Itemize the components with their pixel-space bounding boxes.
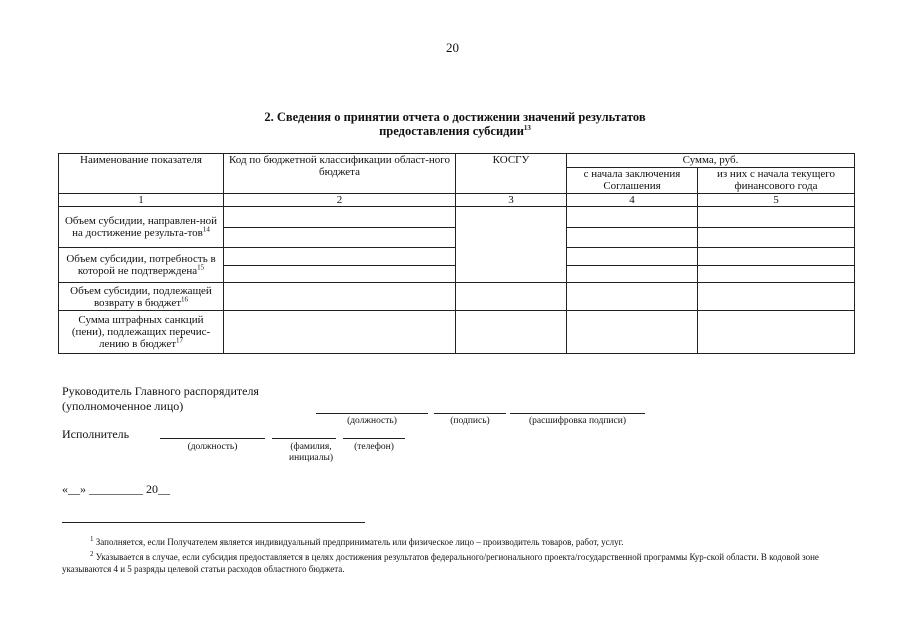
row-label <box>59 207 224 248</box>
report-table <box>58 153 855 354</box>
heading-line-1: 2. Сведения о принятии отчета о достижении значений результатов <box>264 110 646 124</box>
cell-kosgu <box>456 207 567 283</box>
head-position-line <box>316 413 428 414</box>
cell-kosgu <box>456 283 567 311</box>
col-number-5: 5 <box>698 194 855 207</box>
row-label-text: Сумма штрафных санкций (пени), подлежащих перечис-лению в бюджет <box>71 314 211 350</box>
footnote-2-text: Указывается в случае, если субсидия предоставляется в целях достижения результатов федерального/регионального проекта/государственной программы Кур-ской области. В кодовой зоне указываются 4 и 5 разряды целевой статьи расходов областного бюджета. <box>62 552 819 574</box>
caption-position: (должность) <box>347 416 397 426</box>
cell-since-agreement <box>567 207 698 248</box>
cell-since-agreement <box>567 311 698 354</box>
caption-signature: (подпись) <box>450 416 490 426</box>
caption-executor-position: (должность) <box>187 442 238 452</box>
header-current-year: из них с начала текущего финансового года <box>698 168 855 194</box>
cell-budget-code <box>224 311 456 354</box>
page-number: 20 <box>446 40 459 55</box>
col-number-1: 1 <box>59 194 224 207</box>
executor-name-line <box>272 438 336 439</box>
col-number-4: 4 <box>567 194 698 207</box>
footnote-1 <box>62 536 852 548</box>
footnote-separator <box>62 522 365 523</box>
footnote-1-number: 1 <box>90 535 94 543</box>
executor-label: Исполнитель <box>62 427 130 441</box>
cell-current-year <box>698 283 855 311</box>
row-footnote-ref: 16 <box>181 294 189 303</box>
header-budget-code: Код по бюджетной классификации област-ного бюджета <box>224 154 456 194</box>
cell-since-agreement <box>567 248 698 283</box>
caption-executor-name: (фамилия, инициалы) <box>288 442 333 463</box>
heading-line-2 <box>150 124 760 138</box>
section-heading <box>150 110 760 138</box>
caption-decoding: (расшифровка подписи) <box>529 416 626 426</box>
caption-executor-phone: (телефон) <box>354 442 394 452</box>
cell-kosgu <box>456 311 567 354</box>
head-signatory <box>62 384 259 414</box>
executor-phone-line <box>343 438 405 439</box>
head-decoding-line <box>510 413 645 414</box>
head-signature-line <box>434 413 506 414</box>
date-line: «__» _________ 20__ <box>62 482 170 496</box>
header-sum: Сумма, руб. <box>567 154 855 168</box>
executor-position-line <box>160 438 265 439</box>
col-number-3: 3 <box>456 194 567 207</box>
col-number-2: 2 <box>224 194 456 207</box>
cell-budget-code <box>224 248 456 283</box>
footnote-2-number: 2 <box>90 550 94 558</box>
cell-budget-code <box>224 283 456 311</box>
footnote-2 <box>62 551 852 575</box>
heading-line-2-text: предоставления субсидии <box>379 124 524 138</box>
cell-since-agreement <box>567 283 698 311</box>
row-label <box>59 283 224 311</box>
header-kosgu: КОСГУ <box>456 154 567 194</box>
row-footnote-ref: 14 <box>202 225 210 234</box>
heading-footnote-ref: 13 <box>523 123 531 132</box>
row-footnote-ref: 17 <box>176 336 184 345</box>
row-footnote-ref: 15 <box>197 263 205 272</box>
row-label <box>59 248 224 283</box>
cell-budget-code <box>224 207 456 248</box>
footnote-1-text: Заполняется, если Получателем является индивидуальный предприниматель или физическое лицо – производитель товаров, работ, услуг. <box>95 537 624 547</box>
cell-current-year <box>698 207 855 248</box>
head-signatory-title: Руководитель Главного распорядителя <box>62 384 259 398</box>
head-signatory-subtitle: (уполномоченное лицо) <box>62 399 184 413</box>
cell-current-year <box>698 311 855 354</box>
row-label-text: Объем субсидии, потребность в которой не подтверждена <box>66 253 216 277</box>
header-since-agreement: с начала заключения Соглашения <box>567 168 698 194</box>
header-indicator-name: Наименование показателя <box>59 154 224 194</box>
table-row <box>59 207 855 248</box>
row-label-text: Объем субсидии, направлен-ной на достижение результа-тов <box>64 215 217 239</box>
table-row <box>59 311 855 354</box>
row-label-text: Объем субсидии, подлежащей возврату в бюджет <box>70 284 212 309</box>
table-row <box>59 283 855 311</box>
row-label <box>59 311 224 354</box>
cell-current-year <box>698 248 855 283</box>
